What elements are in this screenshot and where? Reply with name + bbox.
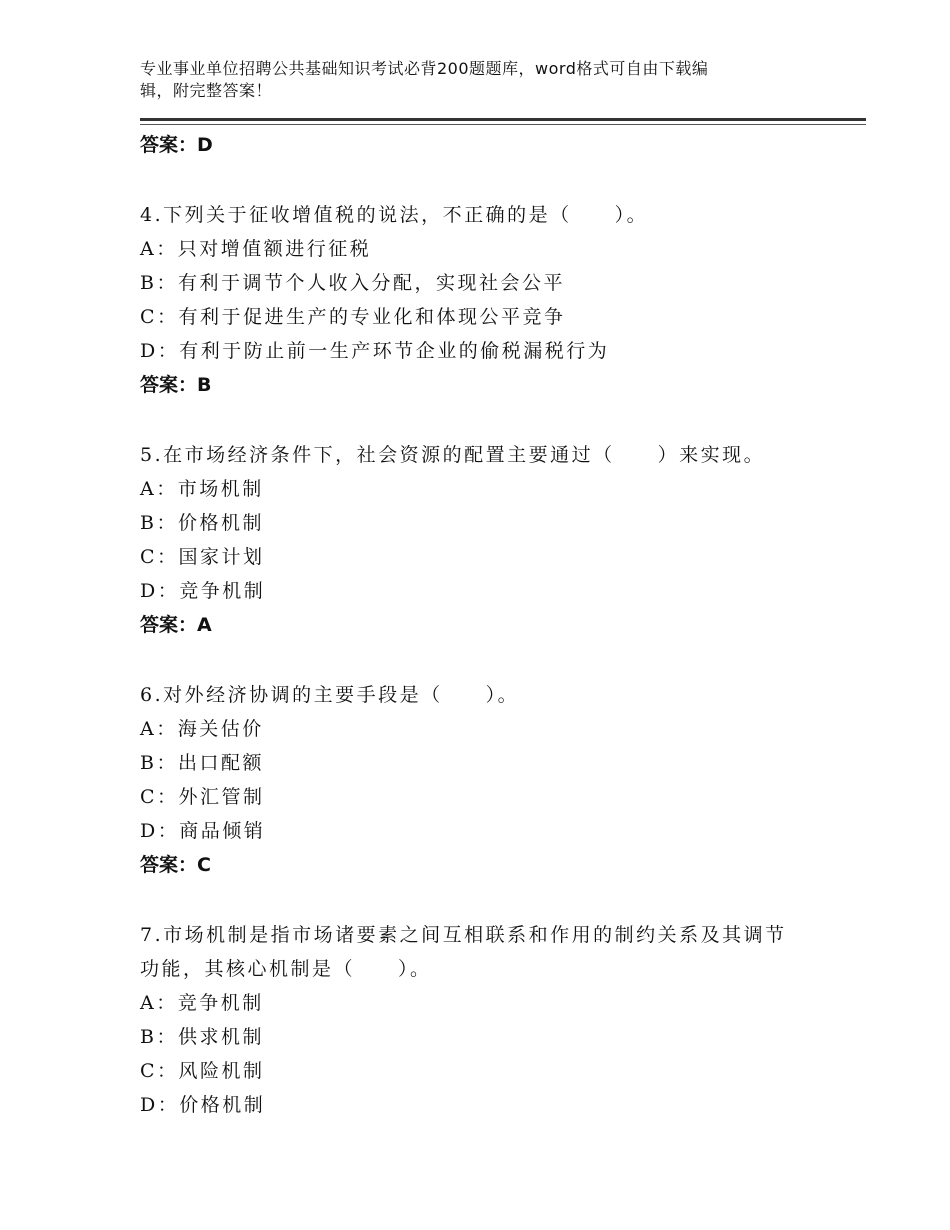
document-header	[140, 58, 800, 102]
question-text-line-1: 7.市场机制是指市场诸要素之间互相联系和作用的制约关系及其调节	[140, 924, 787, 946]
option-c: C：国家计划	[140, 546, 265, 568]
option-a: A：市场机制	[140, 478, 264, 500]
question-text-line-2: 功能，其核心机制是（ ）。	[140, 958, 432, 980]
previous-answer: 答案：D	[140, 134, 213, 156]
option-b: B：供求机制	[140, 1026, 264, 1048]
option-a: A：海关估价	[140, 718, 264, 740]
header-line-2: 辑，附完整答案！	[140, 81, 273, 100]
question-4	[140, 198, 820, 402]
option-d: D：商品倾销	[140, 820, 266, 842]
header-divider-thick	[140, 118, 866, 121]
option-c: C：外汇管制	[140, 786, 265, 808]
option-a: A：只对增值额进行征税	[140, 238, 372, 260]
header-line-1: 专业事业单位招聘公共基础知识考试必背200题题库，word格式可自由下载编	[140, 59, 709, 78]
question-text: 5.在市场经济条件下，社会资源的配置主要通过（ ）来实现。	[140, 444, 766, 466]
question-text: 6.对外经济协调的主要手段是（ ）。	[140, 684, 520, 706]
question-6	[140, 678, 820, 882]
option-a: A：竞争机制	[140, 992, 264, 1014]
option-c: C：有利于促进生产的专业化和体现公平竞争	[140, 306, 566, 328]
option-b: B：出口配额	[140, 752, 264, 774]
option-c: C：风险机制	[140, 1060, 265, 1082]
answer: 答案：C	[140, 854, 211, 876]
question-5	[140, 438, 820, 642]
option-b: B：有利于调节个人收入分配，实现社会公平	[140, 272, 565, 294]
answer: 答案：B	[140, 374, 212, 396]
answer: 答案：A	[140, 614, 212, 636]
question-text: 4.下列关于征收增值税的说法，不正确的是（ ）。	[140, 204, 649, 226]
question-list	[140, 128, 820, 1122]
question-7	[140, 918, 820, 1122]
option-d: D：竞争机制	[140, 580, 266, 602]
option-b: B：价格机制	[140, 512, 264, 534]
option-d: D：价格机制	[140, 1094, 266, 1116]
header-divider-thin	[140, 124, 866, 125]
option-d: D：有利于防止前一生产环节企业的偷税漏税行为	[140, 340, 610, 362]
